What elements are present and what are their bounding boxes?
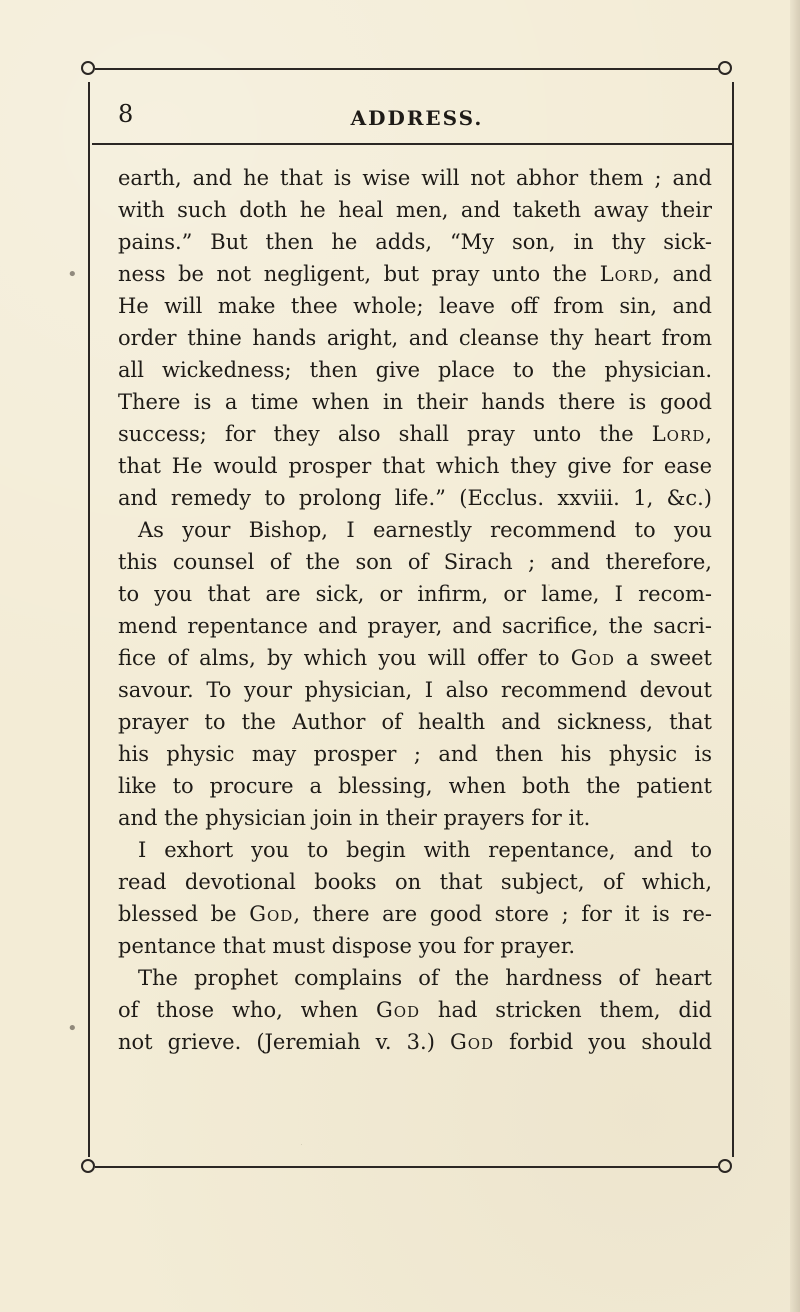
margin-mark: •: [67, 1018, 78, 1039]
text-line: [118, 226, 712, 258]
text-segment: this counsel of the son of Sirach ; and therefore,: [118, 550, 712, 574]
text-segment: success; for they also shall pray unto the: [118, 422, 652, 446]
text-segment: There is a time when in their hands there is good: [118, 390, 712, 414]
bottom-right-ring-ornament: [718, 1159, 732, 1173]
small-caps-word: God: [249, 902, 294, 926]
paper-speck: [301, 1144, 302, 1145]
text-line: [118, 162, 712, 194]
text-segment: , there are good store ; for it is re-: [293, 902, 712, 926]
text-segment: of those who, when: [118, 998, 376, 1022]
right-border-rule: [732, 82, 734, 1157]
text-segment: He will make thee whole; leave off from sin, and: [118, 294, 712, 318]
small-caps-word: Lord: [599, 262, 654, 286]
running-head: [118, 96, 716, 138]
page-edge-shadow: [790, 0, 800, 1312]
left-border-rule: [88, 82, 90, 1157]
text-segment: that He would prosper that which they give for ease: [118, 454, 712, 478]
body-text: [118, 162, 712, 1058]
text-line: [118, 770, 712, 802]
text-segment: As your Bishop, I earnestly recommend to you: [138, 518, 712, 542]
text-segment: ness be not negligent, but pray unto the: [118, 262, 600, 286]
text-segment: mend repentance and prayer, and sacrifice, the sacri-: [118, 614, 712, 638]
top-left-ring-ornament: [81, 61, 95, 75]
text-line: [118, 674, 712, 706]
text-line: [118, 930, 712, 962]
text-line: [118, 1026, 712, 1058]
text-segment: prayer to the Author of health and sickness, that: [118, 710, 712, 734]
text-line: [118, 354, 712, 386]
text-line: [118, 642, 712, 674]
text-segment: a sweet: [614, 646, 712, 670]
text-line: [118, 482, 712, 514]
text-segment: his physic may prosper ; and then his physic is: [118, 742, 712, 766]
bottom-left-ring-ornament: [81, 1159, 95, 1173]
text-line: [118, 802, 712, 834]
text-segment: pains.” But then he adds, “My son, in thy sick-: [118, 230, 712, 254]
text-line: [118, 450, 712, 482]
text-segment: and the physician join in their prayers for it.: [118, 806, 591, 830]
text-segment: read devotional books on that subject, of which,: [118, 870, 712, 894]
small-caps-word: God: [449, 1030, 495, 1054]
text-line: [118, 706, 712, 738]
text-line: [118, 322, 712, 354]
text-line: [118, 258, 712, 290]
text-line: [118, 194, 712, 226]
text-line: [118, 418, 712, 450]
text-segment: , and: [653, 262, 712, 286]
page-number: 8: [118, 100, 134, 128]
text-line: [118, 610, 712, 642]
text-segment: like to procure a blessing, when both the patient: [118, 774, 712, 798]
text-segment: The prophet complains of the hardness of heart: [138, 966, 712, 990]
text-segment: had stricken them, did: [420, 998, 712, 1022]
small-caps-word: Lord: [651, 422, 706, 446]
text-segment: earth, and he that is wise will not abhor them ; and: [118, 166, 712, 190]
text-line: [118, 546, 712, 578]
running-title: ADDRESS.: [350, 106, 484, 130]
text-segment: ,: [705, 422, 712, 446]
text-line: [118, 514, 712, 546]
small-caps-word: God: [570, 646, 615, 670]
text-segment: not grieve. (Jeremiah v. 3.): [118, 1030, 450, 1054]
text-line: [118, 738, 712, 770]
text-line: [118, 834, 712, 866]
bottom-ornament-line: [95, 1166, 718, 1168]
text-segment: blessed be: [118, 902, 250, 926]
text-line: [118, 866, 712, 898]
margin-mark: •: [67, 264, 78, 285]
text-line: [118, 290, 712, 322]
text-line: [118, 578, 712, 610]
small-caps-word: God: [375, 998, 421, 1022]
text-segment: I exhort you to begin with repentance, and to: [138, 838, 712, 862]
text-segment: all wickedness; then give place to the physician.: [118, 358, 712, 382]
text-line: [118, 386, 712, 418]
top-ornament-line: [95, 68, 718, 70]
text-segment: pentance that must dispose you for prayer.: [118, 934, 576, 958]
text-line: [118, 962, 712, 994]
text-segment: order thine hands aright, and cleanse thy heart from: [118, 326, 712, 350]
text-segment: fice of alms, by which you will offer to: [118, 646, 571, 670]
text-line: [118, 898, 712, 930]
text-segment: to you that are sick, or infirm, or lame, I recom-: [118, 582, 712, 606]
text-segment: and remedy to prolong life.” (Ecclus. xxviii. 1, &c.): [118, 486, 712, 510]
text-segment: forbid you should: [494, 1030, 712, 1054]
text-line: [118, 994, 712, 1026]
header-rule: [92, 143, 732, 145]
text-segment: savour. To your physician, I also recommend devout: [118, 678, 712, 702]
top-right-ring-ornament: [718, 61, 732, 75]
text-segment: with such doth he heal men, and taketh away their: [118, 198, 712, 222]
